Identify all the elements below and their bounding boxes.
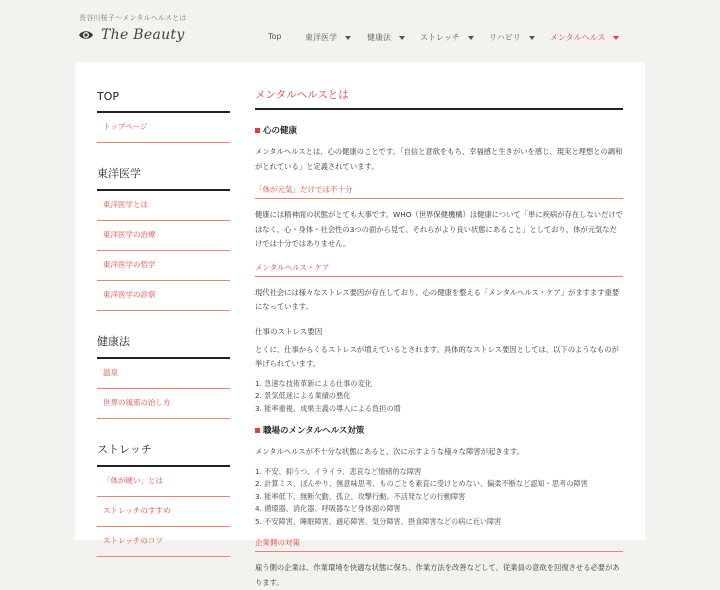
site-header <box>0 0 720 62</box>
eye-icon <box>78 29 94 41</box>
sidebar-heading: ストレッチ <box>97 441 230 467</box>
sidebar-link[interactable]: 東洋医学とは <box>97 191 230 221</box>
sidebar-heading: 健康法 <box>97 333 230 359</box>
paragraph: メンタルヘルスが不十分な状態にあると、次に示すような様々な障害が起きます。 <box>255 447 524 456</box>
content-panel <box>75 62 645 587</box>
sidebar-group-top <box>97 90 230 143</box>
sidebar-link[interactable]: ストレッチのすすめ <box>97 497 230 527</box>
sidebar-heading: TOP <box>97 90 230 113</box>
nav-stretch[interactable]: ストレッチ <box>420 32 474 43</box>
list-item: 3. 能率重視、成果主義の導入による負担の増 <box>255 403 401 413</box>
list-item: 2. 景気低迷による業績の悪化 <box>255 391 351 400</box>
paragraph: 健康には精神面の状態がとても大事です。WHO（世界保健機構）は健康について「単に疾病が存在しないだけではなく、心・身体・社会性の3つの面から見て、それらがより良い状態にあること」としており、体が元気なだけでは十分ではありません。 <box>255 210 623 248</box>
sidebar-link[interactable]: 東洋医学の治療 <box>97 221 230 251</box>
list-item: 1. 急速な技術革新による仕事の変化 <box>255 378 372 388</box>
sidebar-link[interactable]: トップページ <box>97 113 230 143</box>
caret-down-icon <box>399 36 405 40</box>
sidebar-group-toyo <box>97 165 230 311</box>
sidebar-link[interactable]: 「体が硬い」とは <box>97 467 230 497</box>
section-heading: 職場のメンタルヘルス対策 <box>255 424 623 436</box>
paragraph: 現代社会には様々なストレス要因が存在しており、心の健康を整える「メンタルヘルス・ケア」がますます重要になっています。 <box>255 287 620 311</box>
section-heading: 心の健康 <box>255 124 623 136</box>
caret-down-icon <box>613 36 619 40</box>
sidebar-link[interactable]: 東洋医学の診察 <box>97 281 230 311</box>
sidebar-link[interactable]: ストレッチのコツ <box>97 527 230 557</box>
main-content <box>255 87 623 590</box>
paragraph: とくに、仕事からくるストレスが増えているとされます。具体的なストレス要因としては、以下のようなものが挙げられています。 <box>255 344 619 368</box>
sidebar-group-kenkou <box>97 333 230 419</box>
bullet-square-icon <box>255 128 260 133</box>
sidebar-link[interactable]: 温泉 <box>97 359 230 389</box>
sidebar-link[interactable]: 世界の風邪の治し方 <box>97 389 230 419</box>
page-title: メンタルヘルスとは <box>255 87 623 110</box>
bullet-square-icon <box>255 428 260 433</box>
site-tagline: 長谷川桜子～メンタルヘルスとは <box>79 14 187 22</box>
list-item: 3. 能率低下、無断欠勤、孤立、攻撃行動、不活発などの行動障害 <box>255 491 466 501</box>
list-item: 1. 不安、抑うつ、イライラ、悲哀など情緒的な障害 <box>255 466 422 476</box>
paragraph: 雇う側の企業は、作業環境を快適な状態に保ち、作業方法を改善などして、従業員の意欲を回復させる必要があります。 <box>255 563 620 587</box>
list-item: 4. 循環器、消化器、呼吸器など身体面の障害 <box>255 504 401 513</box>
caret-down-icon <box>529 36 535 40</box>
subsection-heading: 企業側の対策 <box>255 537 623 552</box>
ordered-list <box>255 466 623 529</box>
caret-down-icon <box>468 36 474 40</box>
list-item: 2. 計算ミス、ぼんやり、無意味思考、ものごとを素直に受けとめない、偏柔不断など認知・思考の障害 <box>255 479 588 488</box>
list-item: 5. 不安障害、睡眠障害、適応障害、気分障害、摂食障害などの病に近い障害 <box>255 516 502 526</box>
paragraph: メンタルヘルスとは、心の健康のことです。「自信と意欲をもち、幸福感と生きがいを感じ、現実と理想との調和がとれている」と定義されています。 <box>255 147 623 171</box>
logo-text: The Beauty <box>101 27 185 43</box>
sidebar-group-stretch <box>97 441 230 557</box>
subsection-heading: 「体が元気」だけでは不十分 <box>255 184 623 199</box>
caret-down-icon <box>345 36 351 40</box>
nav-kenkouhou[interactable]: 健康法 <box>367 32 405 43</box>
nav-toyo-igaku[interactable]: 東洋医学 <box>305 32 351 43</box>
subsection-heading: メンタルヘルス・ケア <box>255 262 623 277</box>
nav-top[interactable]: Top <box>268 32 282 41</box>
nav-rehabili[interactable]: リハビリ <box>489 32 535 43</box>
subsection-heading: 仕事のストレス要因 <box>255 326 323 336</box>
nav-mental-health[interactable]: メンタルヘルス <box>550 32 619 43</box>
site-logo[interactable] <box>78 27 185 43</box>
ordered-list <box>255 378 623 416</box>
sidebar-heading: 東洋医学 <box>97 165 230 191</box>
sidebar-link[interactable]: 東洋医学の哲学 <box>97 251 230 281</box>
sidebar <box>97 90 230 557</box>
